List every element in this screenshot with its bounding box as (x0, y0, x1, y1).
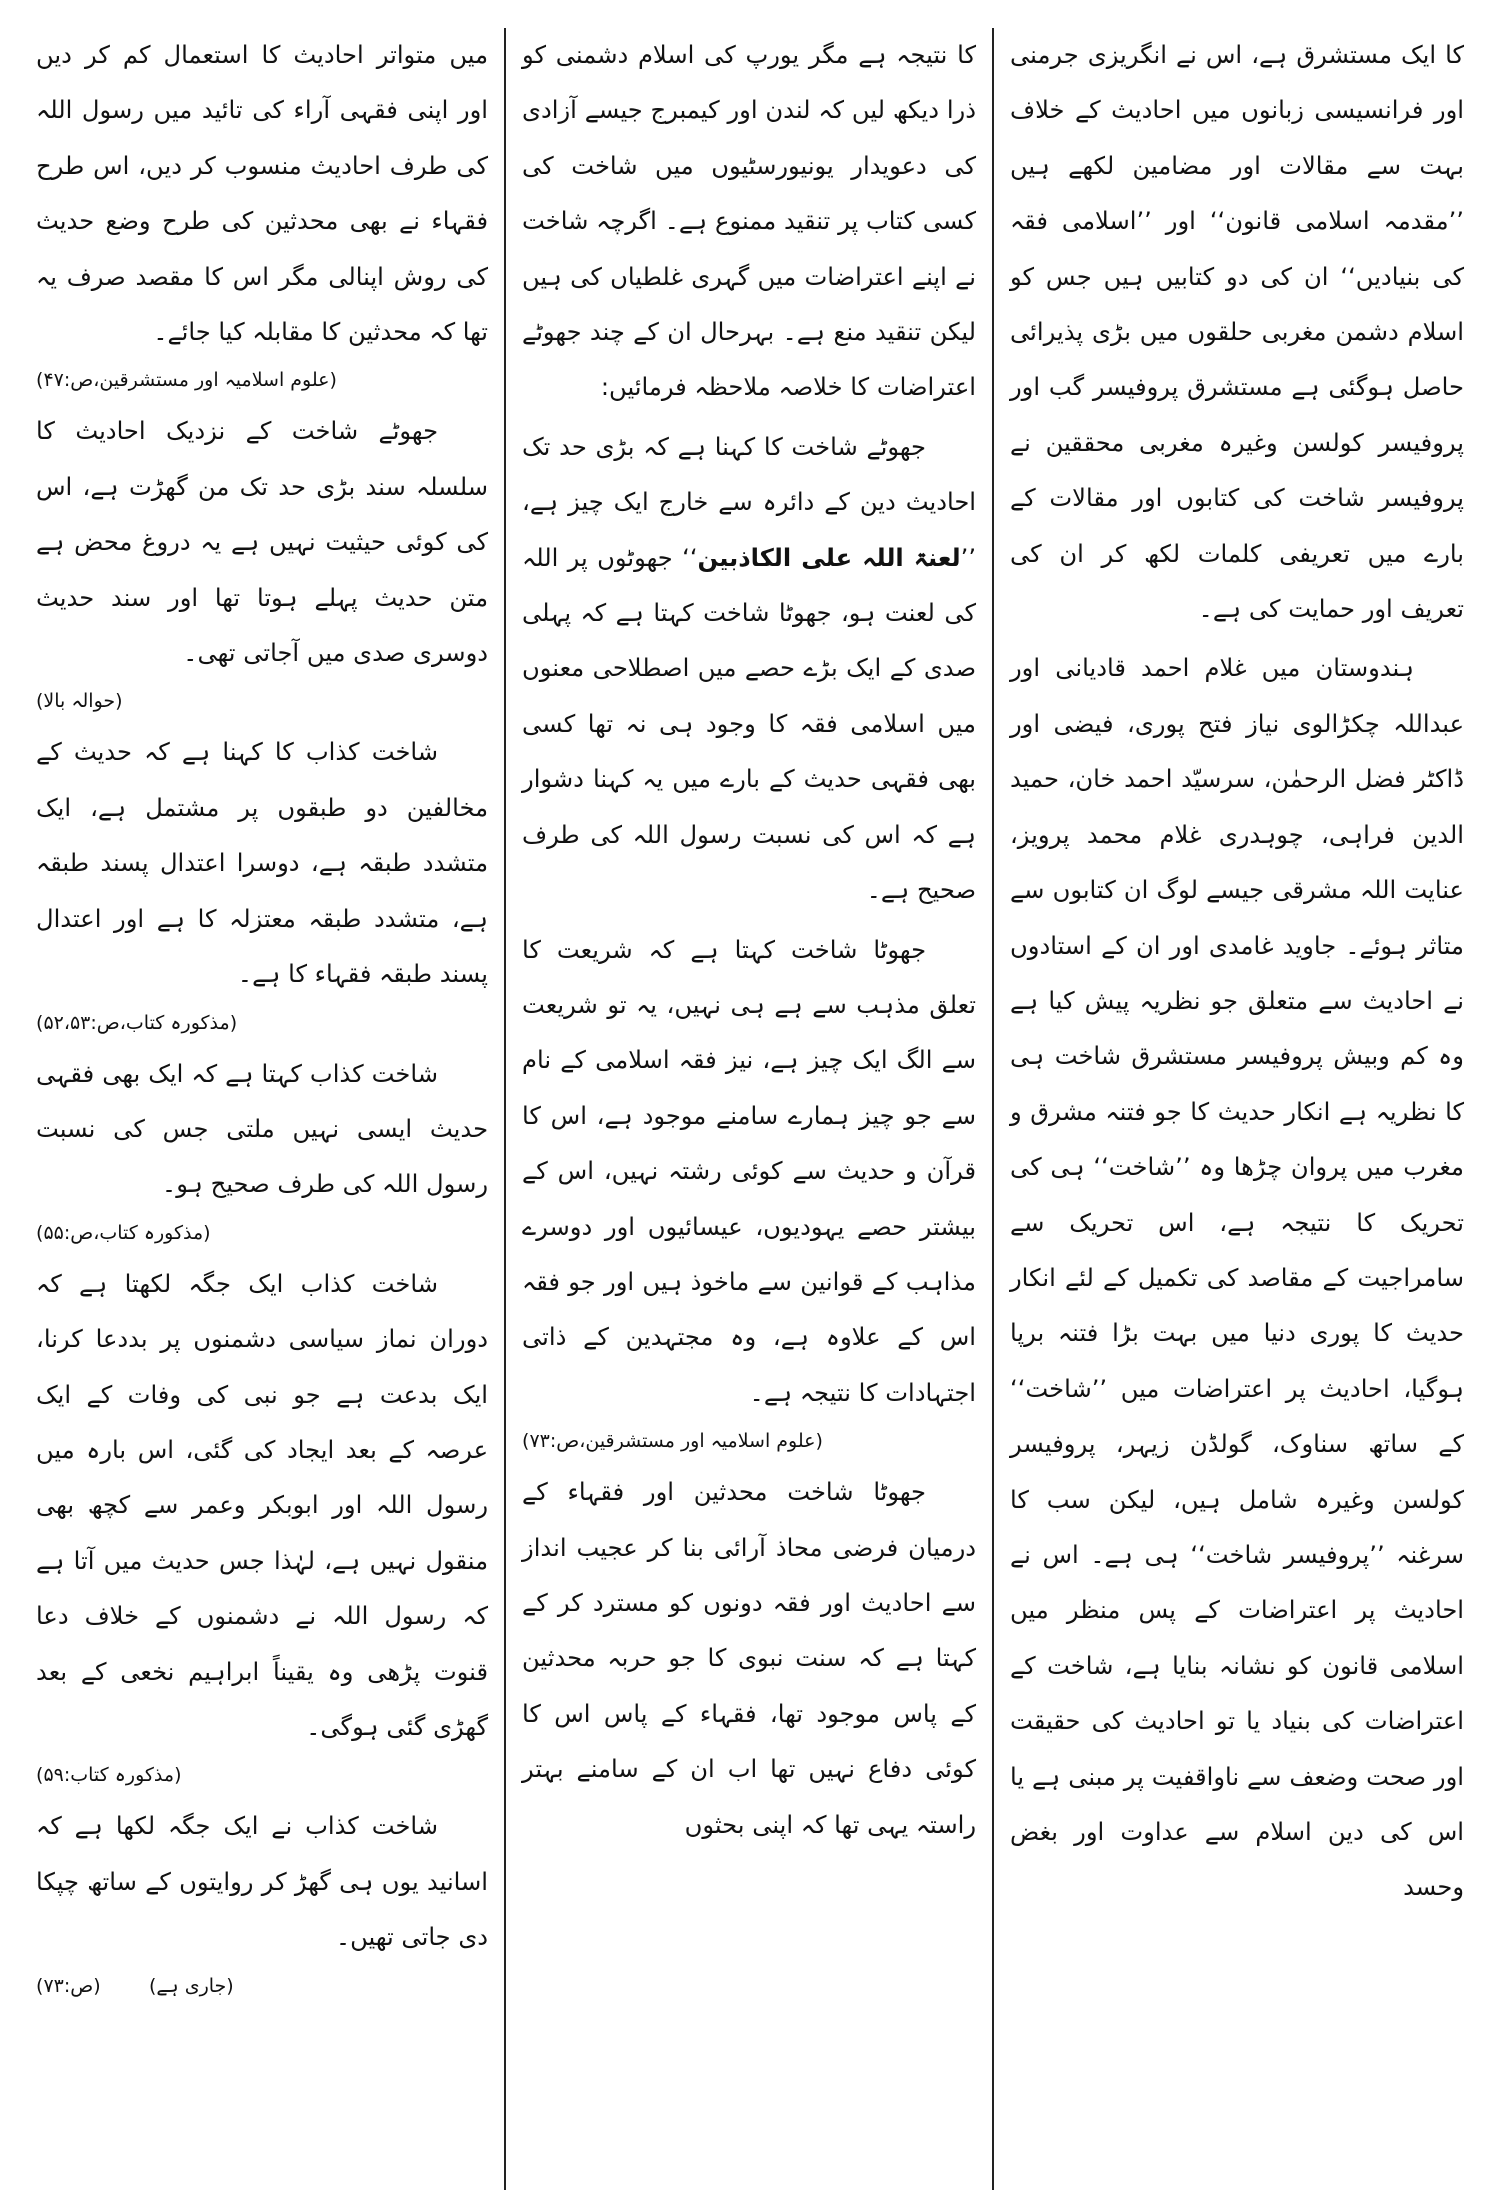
paragraph: کا ایک مستشرق ہے، اس نے انگریزی جرمنی اور فرانسیسی زبانوں میں احادیث کے خلاف بہت سے مقالات اور مضامین لکھے ہیں ’’مقدمہ اسلامی قانون‘‘ اور ’’اسلامی فقہ کی بنیادیں‘‘ ان کی دو کتابیں ہیں جس کو اسلام دشمن مغربی حلقوں میں بڑی پذیرائی حاصل ہوگئی ہے مستشرق پروفیسر گب اور پروفیسر کولسن وغیرہ مغربی محققین نے پروفیسر شاخت کی کتابوں اور مقالات کے بارے میں تعریفی کلمات لکھ کر ان کی تعریف اور حمایت کی ہے۔ (1010, 41, 1464, 624)
citation-text: (ص:۷۳) (36, 1974, 101, 1997)
paragraph: ہندوستان میں غلام احمد قادیانی اور عبداللہ چکڑالوی نیاز فتح پوری، فیضی اور ڈاکٹر فضل الرحمٰن، سرسیّد احمد خان، حمید الدین فراہی، چوہدری غلام محمد پرویز، عنایت اللہ مشرقی جیسے لوگ ان کتابوں سے متاثر ہوئے۔ جاوید غامدی اور ان کے استادوں نے احادیث سے متعلق جو نظریہ پیش کیا ہے وہ کم وبیش پروفیسر مستشرق شاخت ہی کا نظریہ ہے انکار حدیث کا جو فتنہ مشرق و مغرب میں پروان چڑھا وہ ’’شاخت‘‘ ہی کی تحریک کا نتیجہ ہے، اس تحریک سے سامراجیت کے مقاصد کی تکمیل کے لئے انکار حدیث کا پوری دنیا میں بہت بڑا فتنہ برپا ہوگیا، احادیث پر اعتراضات میں ’’شاخت‘‘ کے ساتھ سناوک، گولڈن زیہر، پروفیسر کولسن وغیرہ شامل ہیں، لیکن سب کا سرغنہ ’’پروفیسر شاخت‘‘ ہی ہے۔ اس نے احادیث پر اعتراضات کے پس منظر میں اسلامی قانون کو نشانہ بنایا ہے، شاخت کے اعتراضات کی بنیاد یا تو احادیث کی حقیقت اور صحت وضعف سے ناواقفیت پر مبنی ہے یا اس کی دین اسلام سے عداوت اور بغض وحسد (1010, 654, 1464, 1902)
paragraph-text: ‘‘ جھوٹوں پر اللہ کی لعنت ہو، جھوٹا شاخت کہتا ہے کہ پہلی صدی کے ایک بڑے حصے میں اصطلاحی معنوں میں اسلامی فقہ کا وجود ہی نہ تھا کسی بھی فقہی حدیث کے بارے میں یہ کہنا دشوار ہے کہ اس کی نسبت رسول اللہ کی طرف صحیح ہے۔ (522, 543, 977, 905)
paragraph: شاخت کذاب نے ایک جگہ لکھا ہے کہ اسانید یوں ہی گھڑ کر روایتوں کے ساتھ چپکا دی جاتی تھیں۔ (36, 1812, 489, 1952)
citation: (حوالہ بالا) (36, 690, 123, 713)
citation: (علوم اسلامیہ اور مستشرقین،ص:۷۳) (522, 1430, 823, 1453)
article-column-right (996, 28, 1478, 2190)
paragraph: جھوٹے شاخت کے نزدیک احادیث کا سلسلہ سند بڑی حد تک من گھڑت ہے، اس کی کوئی حیثیت نہیں ہے یہ دروغ محض ہے متن حدیث پہلے ہوتا تھا اور سند حدیث دوسری صدی میں آجاتی تھی۔ (36, 417, 489, 668)
paragraph: شاخت کذاب کا کہنا ہے کہ حدیث کے مخالفین دو طبقوں پر مشتمل ہے، ایک متشدد طبقہ ہے، دوسرا اعتدال پسند طبقہ ہے، متشدد طبقہ معتزلہ کا ہے اور اعتدال پسند طبقہ فقہاء کا ہے۔ (36, 738, 489, 989)
column-divider (992, 28, 994, 2190)
paragraph: میں متواتر احادیث کا استعمال کم کر دیں اور اپنی فقہی آراء کی تائید میں رسول اللہ کی طرف احادیث منسوب کر دیں، اس طرح فقہاء نے بھی محدثین کی طرح وضع حدیث کی روش اپنالی مگر اس کا مقصد صرف یہ تھا کہ محدثین کا مقابلہ کیا جائے۔ (36, 41, 489, 347)
citation: (مذکورہ کتاب:۵۹) (36, 1764, 182, 1787)
paragraph-text: جھوٹے شاخت کا کہنا ہے کہ بڑی حد تک احادیث دین کے دائرہ سے خارج ایک چیز ہے، ’’ (522, 432, 977, 572)
column-divider (504, 28, 506, 2190)
citation: (علوم اسلامیہ اور مستشرقین،ص:۴۷) (36, 369, 337, 392)
article-column-middle (508, 28, 990, 2190)
citation: (مذکورہ کتاب،ص:۵۲،۵۳) (36, 1011, 238, 1034)
citation (36, 1966, 488, 2006)
paragraph: کا نتیجہ ہے مگر یورپ کی اسلام دشمنی کو ذرا دیکھ لیں کہ لندن اور کیمبرج جیسے آزادی کی دعویدار یونیورسٹیوں میں شاخت کی کسی کتاب پر تنقید ممنوع ہے۔ اگرچہ شاخت نے اپنے اعتراضات میں گہری غلطیاں کی ہیں لیکن تنقید منع ہے۔ بہرحال ان کے چند جھوٹے اعتراضات کا خلاصہ ملاحظہ فرمائیں: (522, 41, 977, 402)
paragraph: جھوٹا شاخت کہتا ہے کہ شریعت کا تعلق مذہب سے ہے ہی نہیں، یہ تو شریعت سے الگ ایک چیز ہے، نیز فقہ اسلامی کے نام سے جو چیز ہمارے سامنے موجود ہے، اس کا قرآن و حدیث سے کوئی رشتہ نہیں، اس کے بیشتر حصے یہودیوں، عیسائیوں اور دوسرے مذاہب کے قوانین سے ماخوذ ہیں اور جو فقہ اس کے علاوہ ہے، وہ مجتہدین کے ذاتی اجتہادات کا نتیجہ ہے۔ (522, 935, 977, 1407)
paragraph: جھوٹا شاخت محدثین اور فقہاء کے درمیان فرضی محاذ آرائی بنا کر عجیب انداز سے احادیث اور فقہ دونوں کو مسترد کر کے کہتا ہے کہ سنت نبوی کا جو حربہ محدثین کے پاس موجود تھا، فقہاء کے پاس اس کا کوئی دفاع نہیں تھا اب ان کے سامنے بہتر راستہ یہی تھا کہ اپنی بحثوں (522, 1478, 977, 1839)
article-column-left (22, 28, 502, 2190)
arabic-quote: لعنۃ اللہ علی الکاذبین (697, 543, 961, 572)
citation: (مذکورہ کتاب،ص:۵۵) (36, 1221, 211, 1244)
paragraph: شاخت کذاب ایک جگہ لکھتا ہے کہ دوران نماز سیاسی دشمنوں پر بددعا کرنا، ایک بدعت ہے جو نبی کی وفات کے ایک عرصہ کے بعد ایجاد کی گئی، اس بارہ میں رسول اللہ اور ابوبکر وعمر سے کچھ بھی منقول نہیں ہے، لہٰذا جس حدیث میں آتا ہے کہ رسول اللہ نے دشمنوں کے خلاف دعا قنوت پڑھی وہ یقیناً ابراہیم نخعی کے بعد گھڑی گئی ہوگی۔ (36, 1269, 489, 1741)
paragraph (522, 420, 976, 919)
paragraph: شاخت کذاب کہتا ہے کہ ایک بھی فقہی حدیث ایسی نہیں ملتی جس کی نسبت رسول اللہ کی طرف صحیح ہو۔ (36, 1059, 489, 1199)
continued-note: (جاری ہے) (148, 1974, 234, 1997)
